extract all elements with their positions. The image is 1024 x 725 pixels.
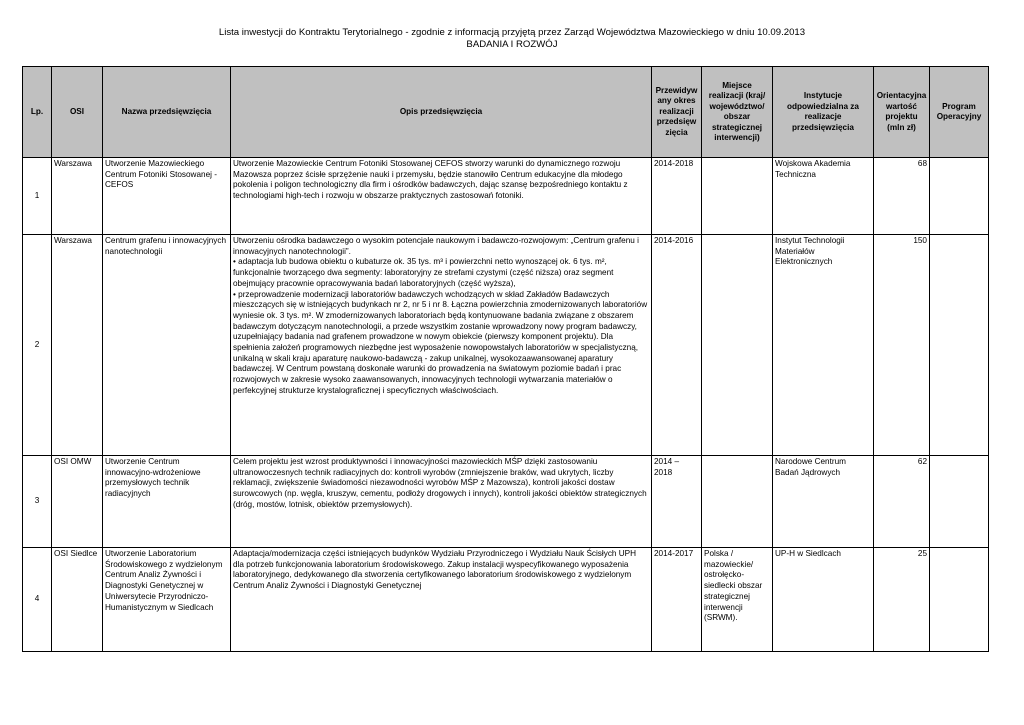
cell-period: 2014-2016 — [652, 235, 702, 456]
investment-table — [22, 66, 989, 652]
cell-lp: 3 — [23, 456, 52, 548]
page-subtitle: BADANIA I ROZWÓJ — [466, 39, 558, 50]
cell-period: 2014-2018 — [652, 158, 702, 235]
cell-osi: Warszawa — [52, 235, 103, 456]
cell-lp: 1 — [23, 158, 52, 235]
cell-lp: 4 — [23, 548, 52, 652]
cell-institution: Wojskowa Akademia Techniczna — [773, 158, 874, 235]
cell-description: Adaptacja/modernizacja części istniejących budynków Wydziału Przyrodniczego i Wydziału Nauk Ścisłych UPH dla potrzeb funkcjonowania laboratorium środowiskowego. Zakup instalacji wyspecyfikowanego wyposażenia laboratoryjnego, dedykowanego dla stworzenia certyfikowanego laboratorium środowiskowego z wydzielonym Centrum Analiz Żywności i Diagnostyki Genetycznej — [231, 548, 652, 652]
cell-place: Polska / mazowieckie/ ostrołęcko-siedlecki obszar strategicznej interwencji (SRWM). — [702, 548, 773, 652]
col-header-place: Miejsce realizacji (kraj/ województwo/ obszar strategicznej interwencji) — [702, 67, 773, 158]
cell-institution: UP-H w Siedlcach — [773, 548, 874, 652]
cell-program — [930, 456, 989, 548]
cell-value: 62 — [874, 456, 930, 548]
table-header-row — [23, 67, 989, 158]
cell-description: Celem projektu jest wzrost produktywności i innowacyjności mazowieckich MŚP dzięki zastosowaniu ultranowoczesnych technik radiacyjnych do: kontroli wyrobów (zmniejszenie braków, wad ukrytych, liczby reklamacji, zwiększenie świadomości niezawodności wyrobów MŚP z Mazowsza), kontroli jakości dostaw surowcowych (np. węgla, kruszyw, cementu, podłoży drogowych i innych), kontroli jakości obiektów strategicznych (dróg, mostów, lotnisk, obiektów przemysłowych). — [231, 456, 652, 548]
cell-place — [702, 456, 773, 548]
table-row — [23, 548, 989, 652]
col-header-value: Orientacyjna wartość projektu (mln zł) — [874, 67, 930, 158]
cell-osi: Warszawa — [52, 158, 103, 235]
cell-program — [930, 158, 989, 235]
cell-place — [702, 158, 773, 235]
cell-value: 150 — [874, 235, 930, 456]
cell-description: Utworzeniu ośrodka badawczego o wysokim potencjale naukowym i badawczo-rozwojowym: „Centrum grafenu i innowacyjnych nanotechnologii”. • adaptacja lub budowa obiektu o kubaturze ok. 35 tys. m³ i powierzchni netto wynoszącej ok. 6 tys. m², funkcjonalnie tworzącego dwa segmenty: laboratoryjny ze strefami czystymi (część niższa) oraz segment obejmujący pracownie opracowywania badań laboratoryjnych (część wyższa), • przeprowadzenie modernizacji laboratoriów badawczych wchodzących w skład Zakładów Badawczych mieszczących się w istniejących budynkach nr 2, nr 5 i nr 8. Łączna powierzchnia zmodernizowanych laboratoriów wyniesie ok. 3 tys. m². W zmodernizowanych laboratoriach będą kontynuowane badania związane z obszarem badawczym dotyczącym nanotechnologii, a przede wszystkim zostanie wprowadzony nowy program badawczy, uzupełniający badania nad grafenem prowadzone w nowym obiekcie (pierwszy komponent projektu). Dla spełnienia założeń programowych niezbędne jest wyposażenie nowopowstałych laboratoriów w specjalistyczną, unikalną w skali kraju aparaturę naukowo-badawczą - zakup unikalnej, wysokozaawansowanej aparatury badawczej. W Centrum powstaną doskonałe warunki do prowadzenia na światowym poziomie badań i prac rozwojowych w zakresie wysoko zaawansowanych, innowacyjnych technologii wytwarzania materiałów o perfekcyjnej strukturze krystalograficznej i specyficznych właściwościach. — [231, 235, 652, 456]
cell-institution: Instytut Technologii Materiałów Elektronicznych — [773, 235, 874, 456]
cell-name: Utworzenie Centrum innowacyjno-wdrożeniowe przemysłowych technik radiacyjnych — [103, 456, 231, 548]
col-header-osi: OSI — [52, 67, 103, 158]
cell-lp: 2 — [23, 235, 52, 456]
col-header-institution: Instytucje odpowiedzialna za realizacje przedsięwzięcia — [773, 67, 874, 158]
col-header-name: Nazwa przedsięwzięcia — [103, 67, 231, 158]
cell-institution: Narodowe Centrum Badań Jądrowych — [773, 456, 874, 548]
cell-description: Utworzenie Mazowieckie Centrum Fotoniki Stosowanej CEFOS stworzy warunki do dynamicznego rozwoju Mazowsza poprzez ścisłe sprzężenie nauki i przemysłu, będzie stanowiło Centrum edukacyjne dla młodego pokolenia i poligon technologiczny dla firm i ośrodków badawczych, dając szansę bezpośredniego kontaktu z technologiami high-tech i rozwoju w obszarze praktycznych zastosowań fotoniki. — [231, 158, 652, 235]
col-header-period: Przewidyw any okres realizacji przedsięw zięcia — [652, 67, 702, 158]
cell-place — [702, 235, 773, 456]
cell-program — [930, 235, 989, 456]
table-row — [23, 158, 989, 235]
cell-osi: OSI Siedlce — [52, 548, 103, 652]
col-header-description: Opis przedsięwzięcia — [231, 67, 652, 158]
cell-name: Utworzenie Laboratorium Środowiskowego z wydzielonym Centrum Analiz Żywności i Diagnostyki Genetycznej w Uniwersytecie Przyrodniczo-Humanistycznym w Siedlcach — [103, 548, 231, 652]
cell-value: 68 — [874, 158, 930, 235]
col-header-program: Program Operacyjny — [930, 67, 989, 158]
col-header-lp: Lp. — [23, 67, 52, 158]
page-title: Lista inwestycji do Kontraktu Terytorialnego - zgodnie z informacją przyjętą przez Zarząd Województwa Mazowieckiego w dniu 10.09.2013 — [218, 27, 806, 38]
table-row — [23, 235, 989, 456]
cell-period: 2014 – 2018 — [652, 456, 702, 548]
cell-value: 25 — [874, 548, 930, 652]
cell-name: Utworzenie Mazowieckiego Centrum Fotoniki Stosowanej - CEFOS — [103, 158, 231, 235]
table-row — [23, 456, 989, 548]
cell-osi: OSI OMW — [52, 456, 103, 548]
cell-program — [930, 548, 989, 652]
cell-name: Centrum grafenu i innowacyjnych nanotechnologii — [103, 235, 231, 456]
page-header — [0, 27, 1024, 51]
cell-period: 2014-2017 — [652, 548, 702, 652]
